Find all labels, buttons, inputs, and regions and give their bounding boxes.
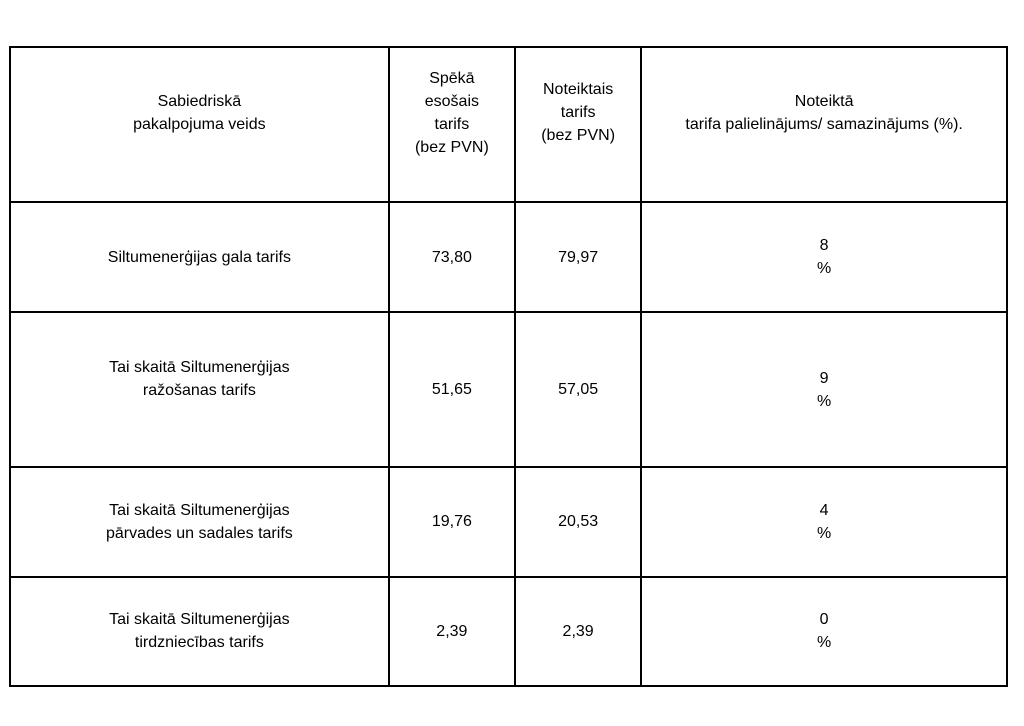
header-set-tariff-line: (bez PVN): [541, 127, 616, 145]
set-tariff-cell: 20,53: [515, 467, 641, 576]
header-current-tariff-line: esošais: [424, 92, 479, 110]
tariff-change-unit: %: [817, 260, 832, 278]
tariff-change-cell: [641, 577, 1007, 686]
tariff-change-unit: %: [817, 634, 832, 652]
table-header-row: [10, 47, 1007, 202]
tariff-change-cell: [641, 202, 1007, 311]
service-type-cell: [10, 312, 389, 467]
header-set-tariff-line: Noteiktais: [543, 81, 614, 99]
service-type-cell: [10, 202, 389, 311]
current-tariff-cell: 73,80: [389, 202, 515, 311]
set-tariff-cell: 2,39: [515, 577, 641, 686]
header-current-tariff-line: tarifs: [434, 115, 470, 133]
service-type-label: Tai skaitā Siltumenerģijas: [109, 358, 290, 376]
table-row: [10, 577, 1007, 686]
tariff-change-cell: [641, 312, 1007, 467]
header-service-type-line: pakalpojuma veids: [133, 115, 266, 133]
service-type-label: Siltumenerģijas gala tarifs: [107, 248, 291, 266]
service-type-cell: [10, 577, 389, 686]
tariff-table: [9, 46, 1008, 687]
current-tariff-cell: 19,76: [389, 467, 515, 576]
tariff-change-value: 9: [819, 369, 829, 387]
header-current-tariff-line: (bez PVN): [414, 138, 489, 156]
service-type-label: Tai skaitā Siltumenerģijas: [109, 611, 290, 629]
table-row: [10, 312, 1007, 467]
table-row: [10, 467, 1007, 576]
service-type-label: tirdzniecības tarifs: [134, 634, 264, 652]
tariff-change-value: 0: [819, 611, 829, 629]
header-current-tariff-line: Spēkā: [429, 69, 475, 87]
tariff-change-value: 4: [819, 501, 829, 519]
set-tariff-cell: 79,97: [515, 202, 641, 311]
header-tariff-change: [641, 47, 1007, 202]
tariff-change-unit: %: [817, 392, 832, 410]
service-type-label: Tai skaitā Siltumenerģijas: [109, 501, 290, 519]
service-type-label: ražošanas tarifs: [142, 381, 256, 399]
header-tariff-change-line: Noteiktā: [794, 92, 854, 110]
table-row: [10, 202, 1007, 311]
current-tariff-cell: 2,39: [389, 577, 515, 686]
tariff-change-value: 8: [819, 237, 829, 255]
tariff-change-unit: %: [817, 524, 832, 542]
set-tariff-cell: 57,05: [515, 312, 641, 467]
header-set-tariff-line: tarifs: [560, 104, 596, 122]
service-type-label: pārvades un sadales tarifs: [105, 524, 293, 542]
header-current-tariff: [389, 47, 515, 202]
tariff-change-cell: [641, 467, 1007, 576]
header-service-type: [10, 47, 389, 202]
header-service-type-line: Sabiedriskā: [157, 92, 242, 110]
current-tariff-cell: 51,65: [389, 312, 515, 467]
header-tariff-change-line: tarifa palielinājums/ samazinājums (%).: [685, 115, 963, 133]
header-set-tariff: [515, 47, 641, 202]
service-type-cell: [10, 467, 389, 576]
